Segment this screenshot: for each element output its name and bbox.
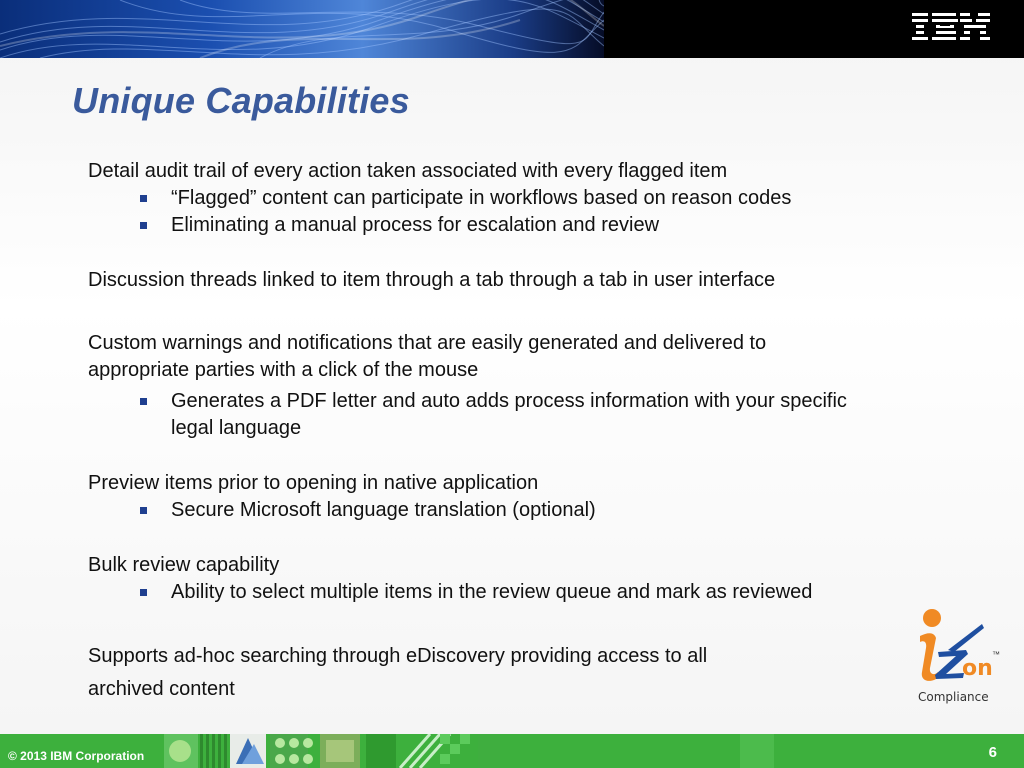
ibm-logo [910,10,994,46]
bullet-text: “Flagged” content can participate in workflows based on reason codes [171,187,792,209]
bullet-item [140,579,968,606]
paragraph-adhoc-search-line2: archived content [88,678,235,700]
bullet-square-icon [140,589,147,596]
bullet-text-line1: Generates a PDF letter and auto adds process information with your specific [171,390,847,412]
bullet-text: Secure Microsoft language translation (optional) [171,499,596,521]
bullet-text: Ability to select multiple items in the review queue and mark as reviewed [171,581,813,603]
bullet-list-audit-trail [88,185,968,239]
slide-body [88,158,968,706]
izon-caption: Compliance [918,690,989,704]
izon-letters: on [962,656,993,681]
bullet-square-icon [140,222,147,229]
bullet-item [140,212,968,239]
bullet-item [140,497,968,524]
bullet-square-icon [140,398,147,405]
banner-artwork [0,0,604,58]
bullet-list-preview [88,497,968,524]
banner-swirl-graphic [0,0,604,58]
copyright-text: © 2013 IBM Corporation [8,749,145,763]
bullet-list-bulk-review [88,579,968,606]
bullet-text-line2: legal language [171,417,302,439]
paragraph-preview-items: Preview items prior to opening in native application [88,472,539,494]
paragraph-custom-warnings-line1: Custom warnings and notifications that are easily generated and delivered to [88,332,767,354]
paragraph-audit-trail: Detail audit trail of every action taken associated with every flagged item [88,160,728,182]
paragraph-adhoc-search-line1: Supports ad-hoc searching through eDiscovery providing access to all [88,645,708,667]
page-number: 6 [988,744,997,761]
paragraph-discussion-threads: Discussion threads linked to item through a tab through a tab in user interface [88,269,776,291]
paragraph-bulk-review: Bulk review capability [88,554,280,576]
bullet-item [140,388,968,442]
bullet-list-custom-warnings [88,388,968,442]
footer-mosaic-graphic [160,734,500,768]
footer-green-tile [740,734,774,768]
bullet-text: Eliminating a manual process for escalation and review [171,214,660,236]
bullet-square-icon [140,507,147,514]
slide-title: Unique Capabilities [72,80,410,121]
bullet-item [140,185,968,212]
paragraph-custom-warnings-line2: appropriate parties with a click of the mouse [88,359,479,381]
top-banner [0,0,1024,58]
bullet-square-icon [140,195,147,202]
footer-bar [0,734,1024,768]
izon-trademark: ™ [992,650,1000,659]
